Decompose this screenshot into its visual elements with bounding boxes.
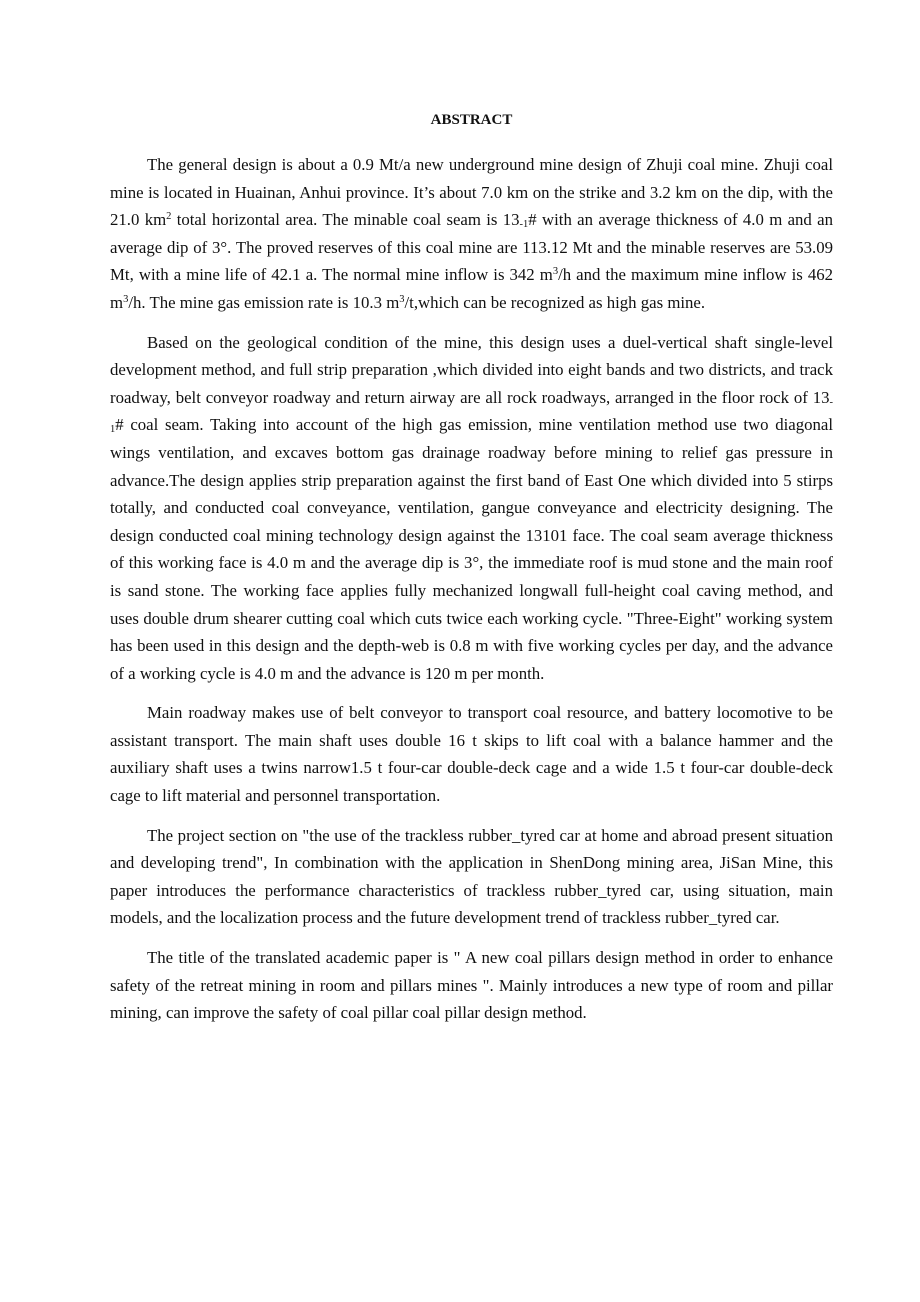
p1-text-1: The general design is about a 0.9 Mt/a new underground mine design of Zhuji coal mine. Zhuji coal mine is located in Huainan, Anhui province. It’s about 7.0 km on the strike and 3.2 km on the dip, with the 21.0 km <box>110 155 833 230</box>
abstract-page <box>110 108 833 1039</box>
abstract-heading: ABSTRACT <box>430 112 513 128</box>
p1-sup-3: 3 <box>123 293 129 305</box>
abstract-paragraph-4: The project section on "the use of the trackless rubber_tyred car at home and abroad present situation and developing trend", In combination with the application in ShenDong mining area, JiSan Mine, this paper introduces the performance characteristics of trackless rubber_tyred car, using situation, main models, and the localization process and the future development trend of trackless rubber_tyred car. <box>110 825 833 928</box>
p1-text-6: /t,which can be recognized as high gas mine. <box>404 292 706 312</box>
abstract-paragraph-1 <box>110 151 833 317</box>
p1-sup-1: 2 <box>166 211 172 223</box>
p1-sub-1: -1 <box>519 219 529 231</box>
p1-text-4: /h and the maximum mine inflow is 462 m <box>110 265 833 312</box>
p1-sup-4: 3 <box>399 293 405 305</box>
p1-text-5: /h. The mine gas emission rate is 10.3 m <box>128 292 400 312</box>
p1-sup-2: 3 <box>552 266 559 278</box>
p2-sub-1: -1 <box>110 396 833 436</box>
p1-text-3: # with an average thickness of 4.0 m and an average dip of 3°. The proved reserves of this coal mine are 113.12 Mt and the minable reserves are 53.09 Mt, with a mine life of 42.1 a. The normal mine inflow is 342 m <box>110 210 833 285</box>
abstract-paragraph-2 <box>110 329 833 688</box>
abstract-paragraph-3: Main roadway makes use of belt conveyor to transport coal resource, and battery locomotive to be assistant transport. The main shaft uses double 16 t skips to lift coal with a balance hammer and the auxiliary shaft uses a twins narrow1.5 t four-car double-deck cage and a wide 1.5 t four-car double-deck cage to lift material and personnel transportation. <box>110 703 833 806</box>
p2-text-2: # coal seam. Taking into account of the high gas emission, mine ventilation method use two diagonal wings ventilation, and excaves bottom gas drainage roadway before mining to relief gas pressure in advance.The design applies strip preparation against the first band of East One which divided into 5 stirps totally, and conducted coal conveyance, ventilation, gangue conveyance and electricity designing. The design conducted coal mining technology design against the 13101 face. The coal seam average thickness of this working face is 4.0 m and the average dip is 3°, the immediate roof is mud stone and the main roof is sand stone. The working face applies fully mechanized longwall full-height coal caving method, and uses double drum shearer cutting coal which cuts twice each working cycle. "Three-Eight" working system has been used in this design and the depth-web is 0.8 m with five working cycles per day, and the advance of a working cycle is 4.0 m and the advance is 120 m per month. <box>110 415 833 683</box>
p2-text-1: Based on the geological condition of the mine, this design uses a duel-vertical shaft single-level development method, and full strip preparation ,which divided into eight bands and two districts, and track roadway, belt conveyor roadway and return airway are all rock roadways, arranged in the floor rock of 13 <box>110 332 833 407</box>
p1-text-2: total horizontal area. The minable coal seam is 13 <box>171 210 520 230</box>
abstract-paragraph-5: The title of the translated academic paper is " A new coal pillars design method in order to enhance safety of the retreat mining in room and pillars mines ". Mainly introduces a new type of room and pillar mining, can improve the safety of coal pillar coal pillar design method. <box>110 948 833 1023</box>
